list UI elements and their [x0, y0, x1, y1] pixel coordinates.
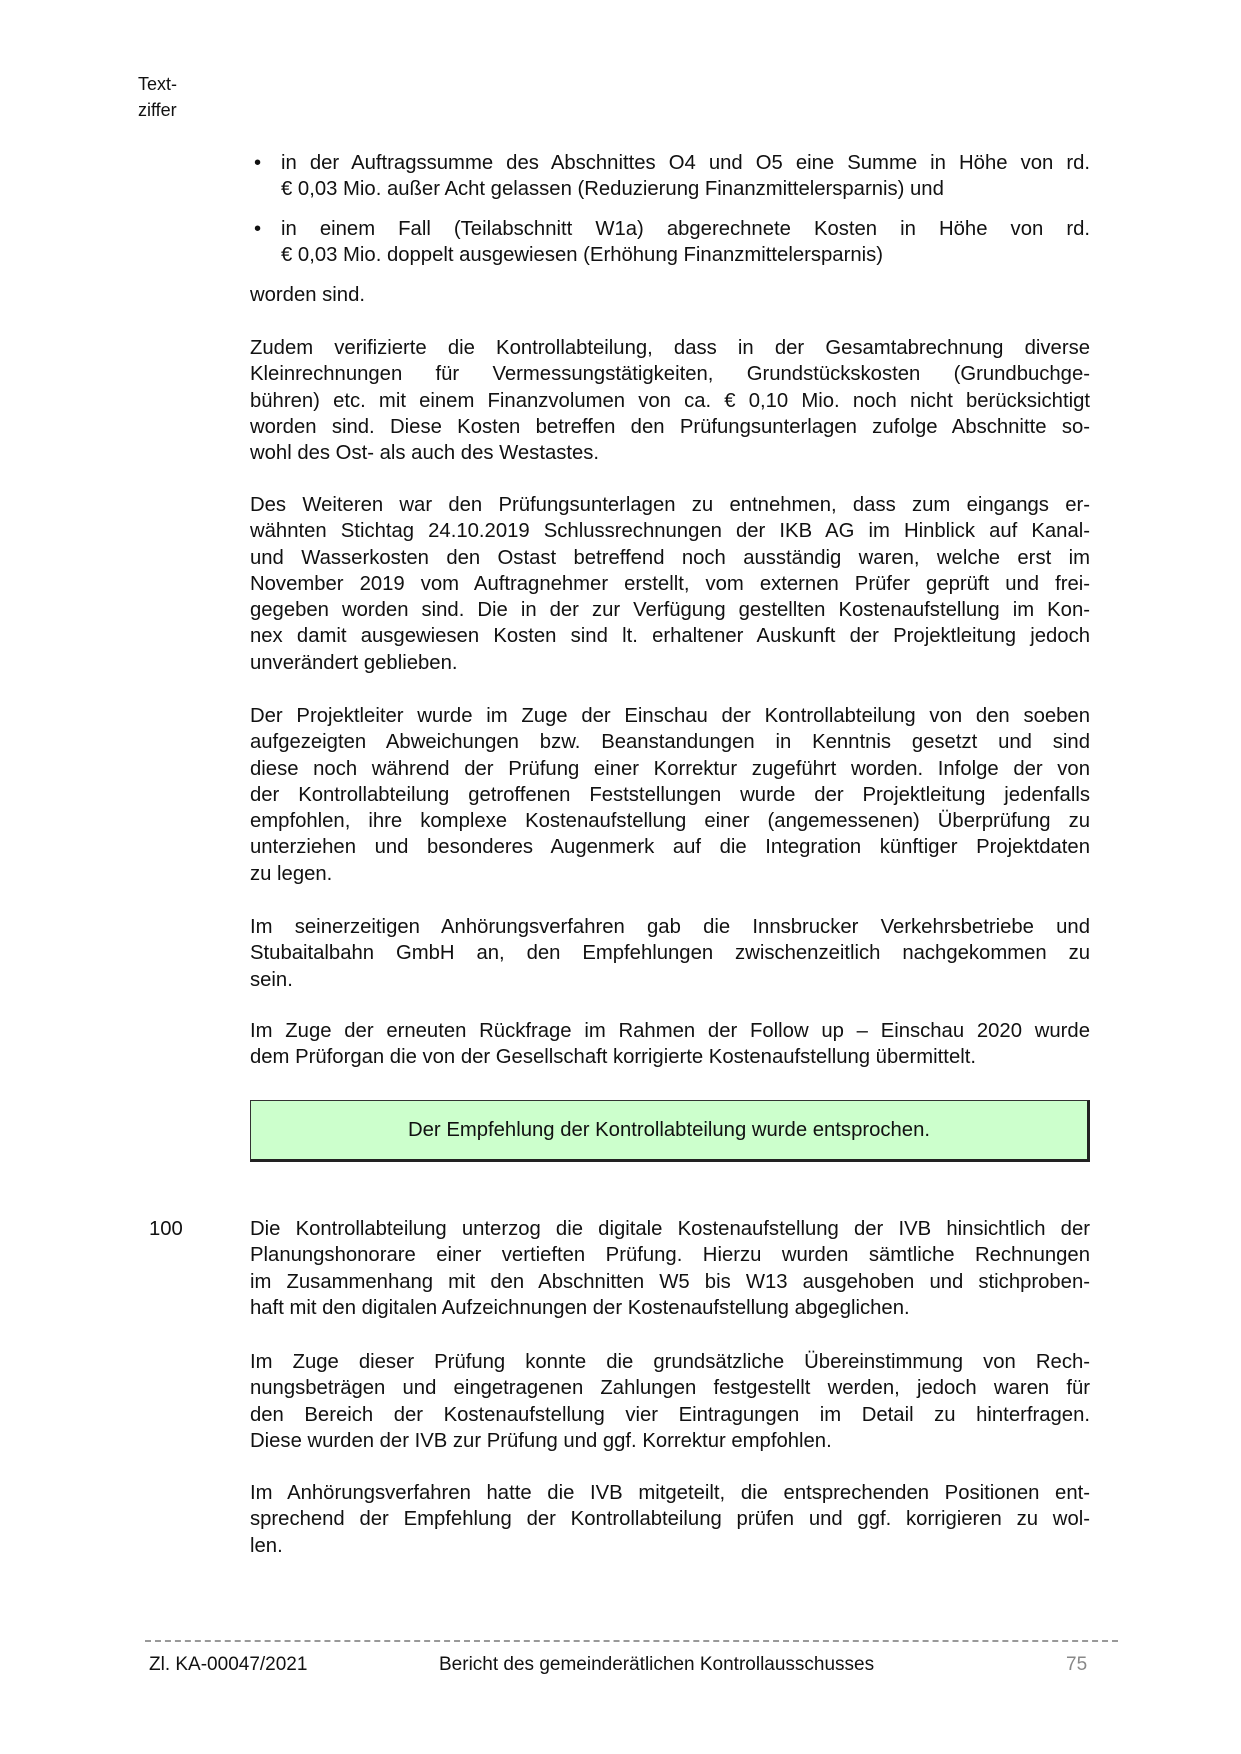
text-line: dem Prüforgan die von der Gesellschaft korrigierte Kostenaufstellung übermittelt. [250, 1046, 976, 1069]
recommendation-fulfilled-box [250, 1100, 1090, 1162]
text-line: € 0,03 Mio. außer Acht gelassen (Reduzierung Finanzmittelersparnis) und [281, 178, 944, 201]
text-line: Zudem verifizierte die Kontrollabteilung, dass in der Gesamtabrechnung diverse [250, 337, 1090, 359]
paragraph [250, 492, 1090, 676]
text-line: € 0,03 Mio. doppelt ausgewiesen (Erhöhung Finanzmittelersparnis) [281, 244, 884, 267]
section-number: 100 [149, 1218, 183, 1240]
text-line: Stubaitalbahn GmbH an, den Empfehlungen zwischenzeitlich nachgekommen zu [250, 942, 1090, 965]
recommendation-fulfilled-text: Der Empfehlung der Kontrollabteilung wurde entsprochen. [408, 1118, 930, 1141]
margin-label [138, 71, 177, 123]
text-line: empfohlen, ihre komplexe Kostenaufstellung einer (angemessenen) Überprüfung zu [250, 810, 1090, 833]
text-line: gegeben worden sind. Die in der zur Verfügung gestellten Kostenaufstellung im Kon- [250, 599, 1090, 622]
text-line: worden sind. Diese Kosten betreffen den Prüfungsunterlagen zufolge Abschnitte so- [250, 415, 1090, 438]
text-line: zu legen. [250, 862, 333, 885]
bullet-item [250, 216, 1090, 269]
footer-divider [145, 1640, 1118, 1642]
text-line: Der Projektleiter wurde im Zuge der Einschau der Kontrollabteilung von den soeben [250, 705, 1090, 727]
text-line: in der Auftragssumme des Abschnittes O4 und O5 eine Summe in Höhe von rd. [281, 152, 1090, 174]
text-line: nex damit ausgewiesen Kosten sind lt. erhaltener Auskunft der Projektleitung jedoch [250, 625, 1090, 648]
text-line: bühren) etc. mit einem Finanzvolumen von ca. € 0,10 Mio. noch nicht berücksichtigt [250, 389, 1090, 412]
paragraph [250, 1480, 1090, 1559]
text-line: unverändert geblieben. [250, 651, 458, 674]
text-line: Planungshonorare einer vertieften Prüfung. Hierzu wurden sämtliche Rechnungen [250, 1244, 1090, 1267]
text-line: Im Zuge dieser Prüfung konnte die grundsätzliche Übereinstimmung von Rech- [250, 1351, 1090, 1373]
text-line: worden sind. [250, 284, 365, 306]
text-line: Kleinrechnungen für Vermessungstätigkeiten, Grundstückskosten (Grundbuchge- [250, 363, 1090, 386]
paragraph [250, 1349, 1090, 1454]
text-line: den Bereich der Kostenaufstellung vier Eintragungen im Detail zu hinterfragen. [250, 1403, 1090, 1426]
bullet-text [281, 150, 1090, 203]
margin-label-line: Text- [138, 74, 178, 94]
paragraph [250, 1216, 1090, 1321]
paragraph [250, 1018, 1090, 1071]
paragraph [250, 335, 1090, 466]
text-line: Im Anhörungsverfahren hatte die IVB mitgeteilt, die entsprechenden Positionen ent- [250, 1482, 1090, 1504]
text-line: Des Weiteren war den Prüfungsunterlagen zu entnehmen, dass zum eingangs er- [250, 494, 1090, 516]
text-line: wohl des Ost- als auch des Westastes. [250, 442, 600, 465]
paragraph [250, 282, 1090, 308]
bullet-item [250, 150, 1090, 203]
text-line: in einem Fall (Teilabschnitt W1a) abgerechnete Kosten in Höhe von rd. [281, 218, 1090, 240]
bullet-text [281, 216, 1090, 269]
text-line: wähnten Stichtag 24.10.2019 Schlussrechnungen der IKB AG im Hinblick auf Kanal- [250, 520, 1090, 543]
margin-label-line: ziffer [138, 100, 177, 120]
text-line: sprechend der Empfehlung der Kontrollabteilung prüfen und ggf. korrigieren zu wol- [250, 1508, 1090, 1531]
text-line: unterziehen und besonderes Augenmerk auf die Integration künftiger Projektdaten [250, 836, 1090, 859]
text-line: aufgezeigten Abweichungen bzw. Beanstandungen in Kenntnis gesetzt und sind [250, 731, 1090, 754]
text-line: Im Zuge der erneuten Rückfrage im Rahmen der Follow up – Einschau 2020 wurde [250, 1020, 1090, 1042]
text-line: und Wasserkosten den Ostast betreffend noch ausständig waren, welche erst im [250, 546, 1090, 569]
text-line: nungsbeträgen und eingetragenen Zahlungen festgestellt werden, jedoch waren für [250, 1377, 1090, 1400]
text-line: len. [250, 1534, 283, 1557]
text-line: haft mit den digitalen Aufzeichnungen der Kostenaufstellung abgeglichen. [250, 1296, 910, 1319]
bullet-icon: • [254, 218, 262, 240]
text-line: November 2019 vom Auftragnehmer erstellt, vom externen Prüfer geprüft und frei- [250, 572, 1090, 595]
text-line: Im seinerzeitigen Anhörungsverfahren gab die Innsbrucker Verkehrsbetriebe und [250, 916, 1090, 938]
bullet-icon: • [254, 152, 262, 174]
footer-reference: Zl. KA-00047/2021 [149, 1654, 308, 1675]
text-line: im Zusammenhang mit den Abschnitten W5 bis W13 ausgehoben und stichproben- [250, 1270, 1090, 1293]
footer-title: Bericht des gemeinderätlichen Kontrollausschusses [439, 1654, 875, 1675]
paragraph [250, 914, 1090, 993]
text-line: sein. [250, 968, 293, 991]
paragraph [250, 703, 1090, 887]
text-line: diese noch während der Prüfung einer Korrektur zugeführt worden. Infolge der von [250, 757, 1090, 780]
page-number: 75 [1066, 1654, 1088, 1675]
text-line: der Kontrollabteilung getroffenen Feststellungen wurde der Projektleitung jedenfalls [250, 783, 1090, 806]
text-line: Die Kontrollabteilung unterzog die digitale Kostenaufstellung der IVB hinsichtlich der [250, 1218, 1090, 1240]
text-line: Diese wurden der IVB zur Prüfung und ggf. Korrektur empfohlen. [250, 1429, 832, 1452]
